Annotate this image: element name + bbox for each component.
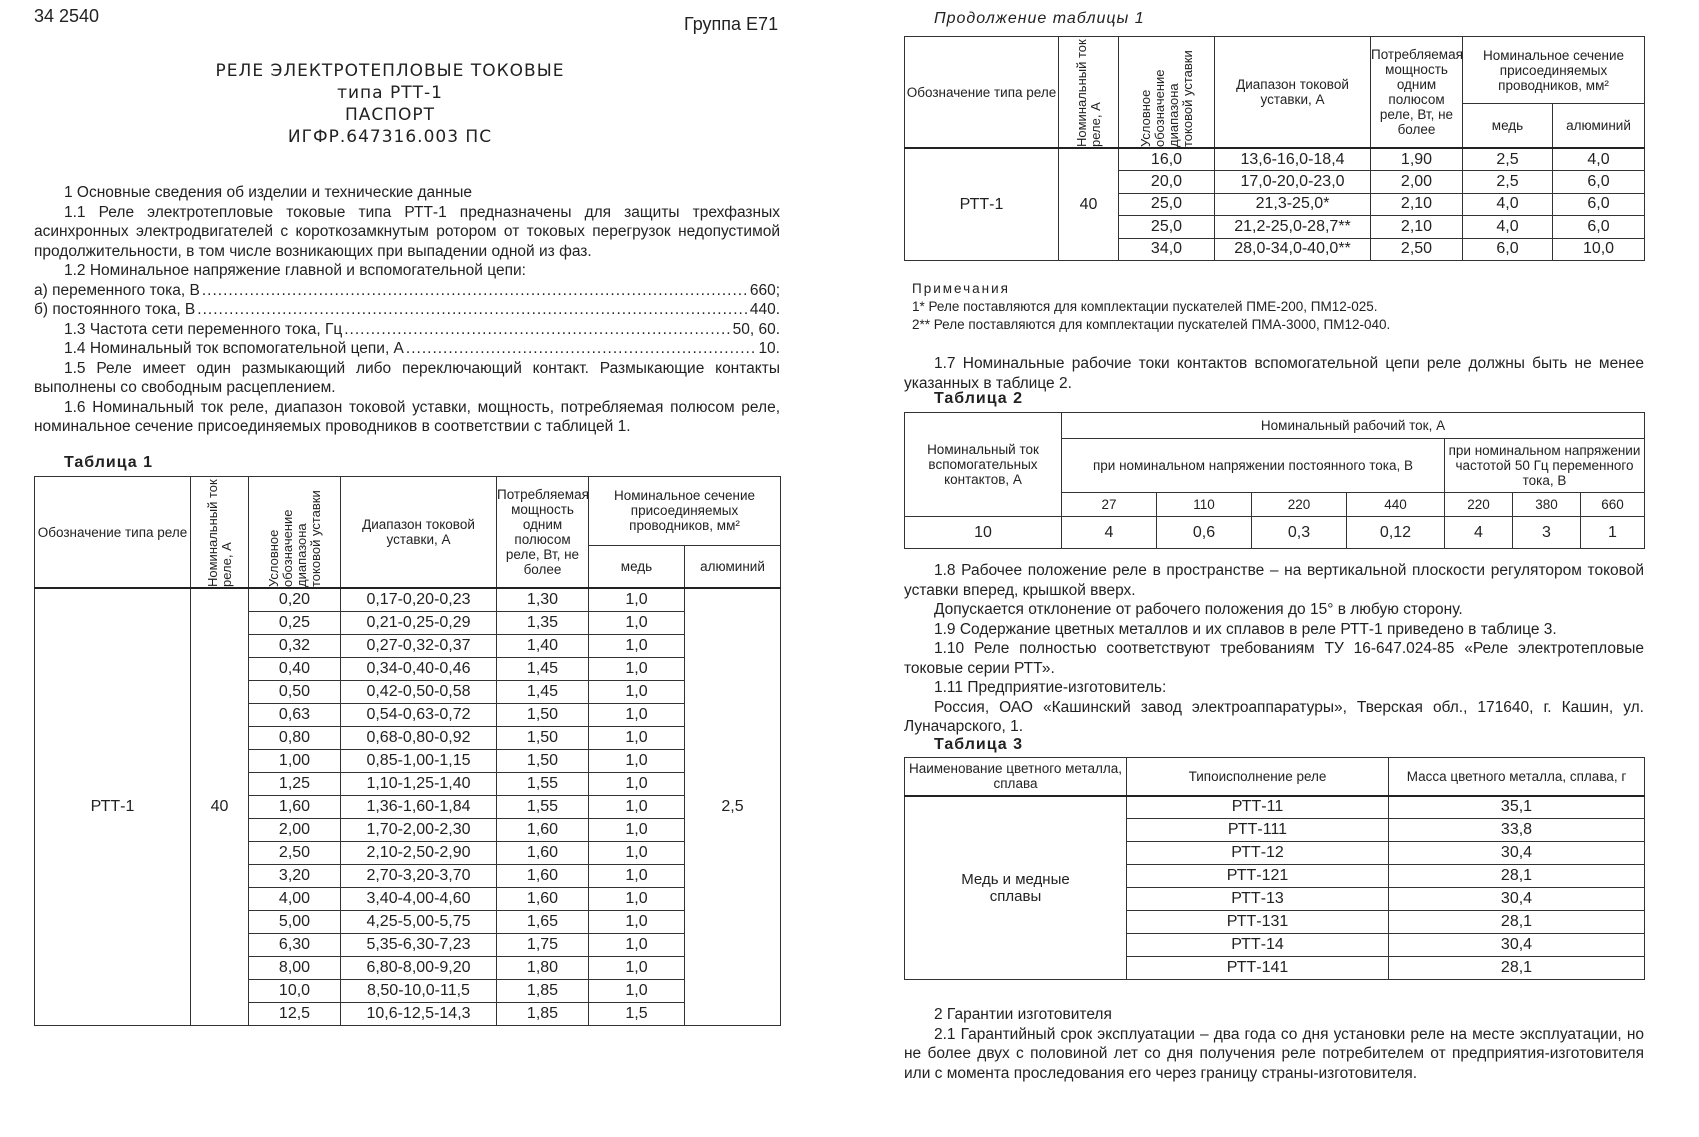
- right-page: [900, 0, 1699, 1137]
- th-nominal: Номинальный ток реле, А: [191, 477, 249, 589]
- table-row: [905, 796, 1645, 819]
- dot-item: а) переменного тока, В ..... 660;: [34, 281, 780, 301]
- cell-power: 1,60: [497, 864, 589, 887]
- th-range: Диапазон токовой уставки, А: [1215, 37, 1371, 149]
- cell-mass: 28,1: [1389, 865, 1645, 888]
- cell-copper: 6,0: [1463, 238, 1553, 261]
- t2-dc-header: при номинальном напряжении постоянного тока, В: [1062, 439, 1445, 493]
- cell-copper: 1,0: [589, 818, 685, 841]
- note-1: 1* Реле поставляются для комплектации пускателей ПМЕ-200, ПМ12-025.: [912, 299, 1378, 314]
- cell-relay-type: РТТ-141: [1127, 957, 1389, 980]
- para-1-6: 1.6 Номинальный ток реле, диапазон токовой уставки, мощность, потребляемая полюсом реле, номинальное сечение присоединяемых проводников в соответствии с таблицей 1.: [34, 398, 780, 435]
- cell-range: 10,6-12,5-14,3: [341, 1002, 497, 1025]
- para-1-11b: Россия, ОАО «Кашинский завод электроаппаратуры», Тверская обл., 171640, г. Кашин, ул. Луначарского, 1.: [904, 698, 1644, 735]
- para-1-9: 1.9 Содержание цветных металлов и их сплавов в реле РТТ-1 приведено в таблице 3.: [934, 620, 1557, 638]
- cell-copper: 1,0: [589, 726, 685, 749]
- cell-power: 2,00: [1371, 171, 1463, 194]
- table-row: [35, 588, 781, 611]
- cell-code: 34,0: [1119, 238, 1215, 261]
- group-label: Группа Е71: [684, 14, 779, 34]
- cell-code: 20,0: [1119, 171, 1215, 194]
- cell-power: 2,50: [1371, 238, 1463, 261]
- cell-voltage: 220: [1445, 493, 1513, 517]
- th-code: Условное обозначение диапазона токовой уставки: [249, 477, 341, 589]
- cell-relay-type: РТТ-131: [1127, 911, 1389, 934]
- cell-range: 0,17-0,20-0,23: [341, 588, 497, 611]
- para-1-7-block: [904, 354, 1644, 393]
- table1-caption: Таблица 1: [64, 454, 154, 471]
- cell-power: 1,90: [1371, 148, 1463, 171]
- cell-code: 0,40: [249, 657, 341, 680]
- cell-copper: 2,5: [1463, 171, 1553, 194]
- cell-mass: 28,1: [1389, 911, 1645, 934]
- cell-range: 0,42-0,50-0,58: [341, 680, 497, 703]
- title-line-1: РЕЛЕ ЭЛЕКТРОТЕПЛОВЫЕ ТОКОВЫЕ: [215, 61, 565, 81]
- notes-title: Примечания: [912, 281, 1010, 296]
- cell-code: 1,00: [249, 749, 341, 772]
- cell-range: 6,80-8,00-9,20: [341, 956, 497, 979]
- cell-power: 1,60: [497, 887, 589, 910]
- cell-range: 2,70-3,20-3,70: [341, 864, 497, 887]
- cell-aluminium: 6,0: [1553, 171, 1645, 194]
- cell-code: 0,25: [249, 611, 341, 634]
- cell-range: 1,36-1,60-1,84: [341, 795, 497, 818]
- cell-code: 16,0: [1119, 148, 1215, 171]
- cell-mass: 28,1: [1389, 957, 1645, 980]
- cell-relay-type: РТТ-14: [1127, 934, 1389, 957]
- th-type: Обозначение типа реле: [35, 477, 191, 589]
- cell-aluminium: 2,5: [685, 588, 781, 1025]
- title-line-2: типа РТТ-1: [337, 83, 443, 103]
- table2-caption: Таблица 2: [934, 390, 1024, 407]
- cell-nominal: 40: [191, 588, 249, 1025]
- para-1-8b: Допускается отклонение от рабочего положения до 15° в любую сторону.: [934, 601, 1463, 618]
- cell-range: 8,50-10,0-11,5: [341, 979, 497, 1002]
- table1-continued-body: [905, 148, 1645, 261]
- cell-code: 25,0: [1119, 193, 1215, 216]
- cell-power: 1,50: [497, 726, 589, 749]
- cell-power: 1,50: [497, 703, 589, 726]
- table1-body: [35, 588, 781, 1025]
- cell-power: 1,30: [497, 588, 589, 611]
- cell-code: 4,00: [249, 887, 341, 910]
- cell-contacts: 10: [905, 517, 1062, 549]
- cell-code: 1,60: [249, 795, 341, 818]
- cell-copper: 1,0: [589, 611, 685, 634]
- cell-range: 3,40-4,00-4,60: [341, 887, 497, 910]
- cell-range: 13,6-16,0-18,4: [1215, 148, 1371, 171]
- right-text-block: [904, 561, 1644, 737]
- cell-relay-type: РТТ-11: [1127, 796, 1389, 819]
- cell-mass: 35,1: [1389, 796, 1645, 819]
- t3-mass-header: Масса цветного металла, сплава, г: [1389, 758, 1645, 796]
- cell-copper: 1,0: [589, 979, 685, 1002]
- cell-range: 21,3-25,0*: [1215, 193, 1371, 216]
- th-code: Условное обозначение диапазона токовой уставки: [1119, 37, 1215, 149]
- cell-voltage: 220: [1252, 493, 1347, 517]
- para-1-5: 1.5 Реле имеет один размыкающий либо переключающий контакт. Размыкающие контакты выполнены со свободным расцеплением.: [34, 359, 780, 396]
- cell-copper: 1,0: [589, 703, 685, 726]
- cell-power: 1,75: [497, 933, 589, 956]
- cell-copper: 1,0: [589, 933, 685, 956]
- cell-code: 5,00: [249, 910, 341, 933]
- para-1-10: 1.10 Реле полностью соответствуют требованиям ТУ 16-647.024-85 «Реле электротепловые токовые серии РТТ».: [904, 640, 1644, 677]
- cell-current: 0,12: [1347, 517, 1445, 549]
- doc-number: 34 2540: [34, 6, 100, 26]
- cell-range: 1,70-2,00-2,30: [341, 818, 497, 841]
- note-2: 2** Реле поставляются для комплектации пускателей ПМА-3000, ПМ12-040.: [912, 317, 1391, 332]
- cell-copper: 1,0: [589, 841, 685, 864]
- cell-voltage: 440: [1347, 493, 1445, 517]
- cell-power: 1,55: [497, 795, 589, 818]
- cell-range: 28,0-34,0-40,0**: [1215, 238, 1371, 261]
- cell-code: 0,50: [249, 680, 341, 703]
- cell-current: 4: [1445, 517, 1513, 549]
- cell-copper: 1,5: [589, 1002, 685, 1025]
- cell-range: 21,2-25,0-28,7**: [1215, 216, 1371, 239]
- cell-copper: 1,0: [589, 795, 685, 818]
- th-range: Диапазон токовой уставки, А: [341, 477, 497, 589]
- title-line-4: ИГФР.647316.003 ПС: [287, 127, 493, 147]
- cell-code: 25,0: [1119, 216, 1215, 239]
- cell-aluminium: 6,0: [1553, 216, 1645, 239]
- title-block: [150, 60, 630, 148]
- cell-aluminium: 6,0: [1553, 193, 1645, 216]
- cell-code: 8,00: [249, 956, 341, 979]
- cell-power: 1,80: [497, 956, 589, 979]
- cell-code: 1,25: [249, 772, 341, 795]
- cell-range: 1,10-1,25-1,40: [341, 772, 497, 795]
- title-line-3: ПАСПОРТ: [344, 105, 436, 125]
- cell-mass: 30,4: [1389, 842, 1645, 865]
- cell-nominal: 40: [1059, 148, 1119, 261]
- t3-name-header: Наименование цветного металла, сплава: [905, 758, 1127, 796]
- para-2-1: 2.1 Гарантийный срок эксплуатации – два года со дня установки реле на месте эксплуатации, но не более двух с половиной лет со дня получения реле потребителем от предприятия-изготовителя или с момента проследования его через границу страны-изготовителя.: [904, 1025, 1644, 1082]
- cell-relay-type: РТТ-12: [1127, 842, 1389, 865]
- cell-power: 2,10: [1371, 193, 1463, 216]
- cell-copper: 1,0: [589, 634, 685, 657]
- cell-power: 1,50: [497, 749, 589, 772]
- cell-code: 10,0: [249, 979, 341, 1002]
- cell-range: 4,25-5,00-5,75: [341, 910, 497, 933]
- th-section: Номинальное сечение присоединяемых проводников, мм²: [1463, 37, 1645, 104]
- table1-notes: [912, 280, 1642, 334]
- cell-copper: 1,0: [589, 956, 685, 979]
- cell-power: 1,45: [497, 657, 589, 680]
- cell-current: 4: [1062, 517, 1157, 549]
- t2-value-row: [905, 517, 1645, 549]
- th-power: Потребляемая мощность одним полюсом реле, Вт, не более: [497, 477, 589, 589]
- cell-current: 1: [1581, 517, 1645, 549]
- cell-current: 3: [1513, 517, 1581, 549]
- t2-work-header: Номинальный рабочий ток, А: [1062, 413, 1645, 439]
- cell-relay-type: РТТ-121: [1127, 865, 1389, 888]
- th-copper: медь: [589, 545, 685, 588]
- cell-range: 2,10-2,50-2,90: [341, 841, 497, 864]
- cell-metal: Медь и медные сплавы: [905, 796, 1127, 980]
- cell-aluminium: 10,0: [1553, 238, 1645, 261]
- cell-range: 17,0-20,0-23,0: [1215, 171, 1371, 194]
- cell-current: 0,3: [1252, 517, 1347, 549]
- section2-heading: 2 Гарантии изготовителя: [934, 1006, 1112, 1023]
- cell-copper: 2,5: [1463, 148, 1553, 171]
- cell-voltage: 110: [1157, 493, 1252, 517]
- cell-code: 2,00: [249, 818, 341, 841]
- cell-code: 12,5: [249, 1002, 341, 1025]
- table-2: [904, 412, 1645, 549]
- cell-voltage: 380: [1513, 493, 1581, 517]
- dot-item: 1.4 Номинальный ток вспомогательной цепи, А ..... 10.: [34, 339, 780, 359]
- th-power: Потребляемая мощность одним полюсом реле, Вт, не более: [1371, 37, 1463, 149]
- para-1-8: 1.8 Рабочее положение реле в пространстве – на вертикальной плоскости регулятором токовой уставки вперед, крышкой вверх.: [904, 562, 1644, 599]
- cell-mass: 33,8: [1389, 819, 1645, 842]
- cell-power: 1,55: [497, 772, 589, 795]
- cell-copper: 1,0: [589, 588, 685, 611]
- cell-power: 1,60: [497, 841, 589, 864]
- t3-type-header: Типоисполнение реле: [1127, 758, 1389, 796]
- cell-power: 1,45: [497, 680, 589, 703]
- cell-mass: 30,4: [1389, 888, 1645, 911]
- cell-range: 5,35-6,30-7,23: [341, 933, 497, 956]
- cell-type: РТТ-1: [905, 148, 1059, 261]
- cell-power: 1,35: [497, 611, 589, 634]
- th-nominal: Номинальный ток реле, А: [1059, 37, 1119, 149]
- cell-copper: 1,0: [589, 864, 685, 887]
- cell-code: 3,20: [249, 864, 341, 887]
- cell-power: 1,85: [497, 979, 589, 1002]
- t2-ac-header: при номинальном напряжении частотой 50 Гц переменного тока, В: [1445, 439, 1645, 493]
- th-type: Обозначение типа реле: [905, 37, 1059, 149]
- left-page: [0, 0, 800, 1137]
- dot-item: б) постоянного тока, В ..... 440.: [34, 300, 780, 320]
- cell-type: РТТ-1: [35, 588, 191, 1025]
- th-aluminium: алюминий: [685, 545, 781, 588]
- continuation-caption: Продолжение таблицы 1: [934, 10, 1145, 27]
- table-row: [905, 148, 1645, 171]
- cell-power: 1,60: [497, 818, 589, 841]
- cell-copper: 4,0: [1463, 193, 1553, 216]
- table-1-continued: [904, 36, 1645, 261]
- cell-copper: 1,0: [589, 772, 685, 795]
- cell-aluminium: 4,0: [1553, 148, 1645, 171]
- cell-copper: 1,0: [589, 657, 685, 680]
- cell-range: 0,68-0,80-0,92: [341, 726, 497, 749]
- cell-copper: 1,0: [589, 749, 685, 772]
- para-1-7: 1.7 Номинальные рабочие токи контактов вспомогательной цепи реле должны быть не менее указанных в таблице 2.: [904, 355, 1644, 392]
- para-1-2: 1.2 Номинальное напряжение главной и вспомогательной цепи:: [64, 262, 526, 279]
- cell-voltage: 27: [1062, 493, 1157, 517]
- table3-caption: Таблица 3: [934, 736, 1024, 753]
- table-3: [904, 757, 1645, 980]
- cell-range: 0,27-0,32-0,37: [341, 634, 497, 657]
- cell-copper: 1,0: [589, 680, 685, 703]
- cell-power: 2,10: [1371, 216, 1463, 239]
- dot-item: 1.3 Частота сети переменного тока, Гц ..... 50, 60.: [34, 320, 780, 340]
- cell-power: 1,85: [497, 1002, 589, 1025]
- cell-current: 0,6: [1157, 517, 1252, 549]
- cell-code: 6,30: [249, 933, 341, 956]
- cell-mass: 30,4: [1389, 934, 1645, 957]
- cell-relay-type: РТТ-111: [1127, 819, 1389, 842]
- section1-heading: 1 Основные сведения об изделии и технические данные: [64, 184, 472, 201]
- table3-body: [905, 796, 1645, 980]
- cell-range: 0,85-1,00-1,15: [341, 749, 497, 772]
- para-1-1: 1.1 Реле электротепловые токовые типа РТТ-1 предназначены для защиты трехфазных асинхронных электродвигателей с короткозамкнутым ротором от токовых перегрузок недопустимой продолжительности, в том числе возникающих при выпадении одной из фаз.: [34, 203, 780, 260]
- th-section: Номинальное сечение присоединяемых проводников, мм²: [589, 477, 781, 546]
- cell-range: 0,21-0,25-0,29: [341, 611, 497, 634]
- th-aluminium: алюминий: [1553, 104, 1645, 148]
- cell-code: 2,50: [249, 841, 341, 864]
- section1-text: [34, 183, 780, 437]
- para-1-11: 1.11 Предприятие-изготовитель:: [934, 679, 1167, 696]
- cell-code: 0,80: [249, 726, 341, 749]
- cell-code: 0,32: [249, 634, 341, 657]
- cell-power: 1,65: [497, 910, 589, 933]
- section2-block: [904, 1005, 1644, 1083]
- cell-copper: 1,0: [589, 887, 685, 910]
- cell-range: 0,54-0,63-0,72: [341, 703, 497, 726]
- t2-contacts-header: Номинальный ток вспомогательных контактов, А: [905, 413, 1062, 517]
- cell-power: 1,40: [497, 634, 589, 657]
- cell-copper: 1,0: [589, 910, 685, 933]
- cell-voltage: 660: [1581, 493, 1645, 517]
- cell-range: 0,34-0,40-0,46: [341, 657, 497, 680]
- cell-code: 0,63: [249, 703, 341, 726]
- table-1: [34, 476, 781, 1026]
- cell-relay-type: РТТ-13: [1127, 888, 1389, 911]
- cell-copper: 4,0: [1463, 216, 1553, 239]
- cell-code: 0,20: [249, 588, 341, 611]
- th-copper: медь: [1463, 104, 1553, 148]
